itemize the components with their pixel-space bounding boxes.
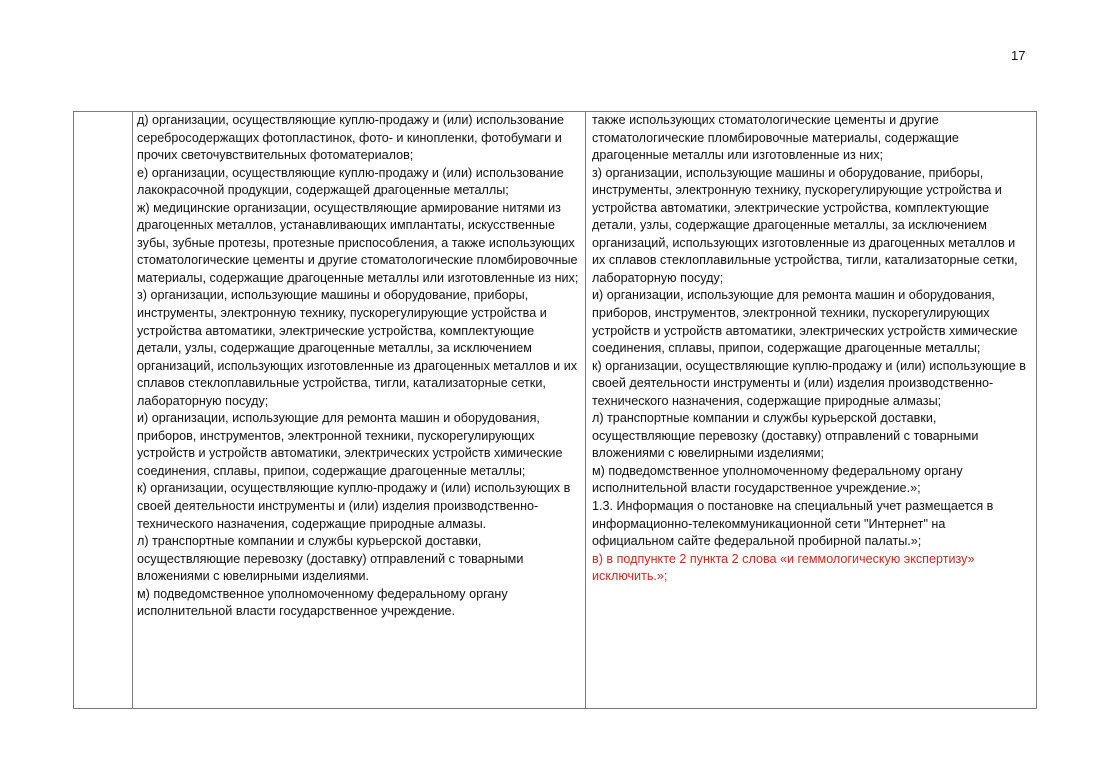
right-item-i: и) организации, использующие для ремонта машин и оборудования, приборов, инструментов, электронной техники, пускорегулирующих устройств и устройств автоматики, электрических устройств химические соединения, сплавы, припои, содержащие драгоценные металлы; <box>592 288 1018 356</box>
left-item-l: л) транспортные компании и службы курьерской доставки, осуществляющие перевозку (доставку) отправлений с товарными вложениями с ювелирными изделиями. <box>137 534 524 584</box>
left-item-e: е) организации, осуществляющие куплю-продажу и (или) использование лакокрасочной продукции, содержащей драгоценные металлы; <box>137 165 564 198</box>
comparison-table <box>73 111 1037 709</box>
table-right-column <box>586 112 1036 708</box>
left-item-z: з) организации, использующие машины и оборудование, приборы, инструменты, электронную технику, пускорегулирующие устройства и устройства автоматики, электрические устройства, комплектующие детали, узлы, содержащие драгоценные металлы, за исключением организаций, использующих изготовленные из драгоценных металлов и их сплавов стеклоплавильные устройства, тигли, катализаторные сетки, лабораторную посуду; <box>137 288 578 408</box>
left-item-k: к) организации, осуществляющие куплю-продажу и (или) использующих в своей деятельности инструменты и (или) изделия производственно-технического назначения, содержащие природные алмазы. <box>137 481 571 531</box>
left-item-zh: ж) медицинские организации, осуществляющие армирование нитями из драгоценных металлов, устанавливающих имплантаты, искусственные зубы, зубные протезы, протезные приспособления, а также использующих стоматологические цементы и другие стоматологические пломбировочные материалы, содержащие драгоценные металлы или изготовленные из них; <box>137 200 579 285</box>
right-item-1-3: 1.3. Информация о постановке на специальный учет размещается в информационно-телекоммуникационной сети "Интернет" на официальном сайте федеральной пробирной палаты.»; <box>592 499 994 549</box>
right-item-continuation: также использующих стоматологические цементы и другие стоматологические пломбировочные материалы, содержащие драгоценные металлы или изготовленные из них; <box>592 113 959 163</box>
right-item-highlight: в) в подпункте 2 пункта 2 слова «и геммологическую экспертизу» исключить.»; <box>592 551 975 584</box>
right-item-k: к) организации, осуществляющие куплю-продажу и (или) использующие в своей деятельности инструменты и (или) изделия производственно-технического назначения, содержащие природные алмазы; <box>592 358 1026 408</box>
table-left-column <box>133 112 586 708</box>
left-item-d: д) организации, осуществляющие куплю-продажу и (или) использование серебросодержащих фотопластинок, фото- и кинопленки, фотобумаги и прочих светочувствительных фотоматериалов; <box>137 113 565 163</box>
page-number: 17 <box>1011 48 1026 63</box>
left-item-m: м) подведомственное уполномоченному федеральному органу исполнительной власти государственное учреждение. <box>137 586 508 619</box>
right-item-z: з) организации, использующие машины и оборудование, приборы, инструменты, электронную технику, пускорегулирующие устройства и устройства автоматики, электрические устройства, комплектующие детали, узлы, содержащие драгоценные металлы, за исключением организаций, использующих изготовленные из драгоценных металлов и их сплавов стеклоплавильные устройства, тигли, катализаторные сетки, лабораторную посуду; <box>592 165 1018 285</box>
left-item-i: и) организации, использующие для ремонта машин и оборудования, приборов, инструментов, электронной техники, пускорегулирующих устройств и устройств автоматики, электрических устройств химические соединения, сплавы, припои, содержащие драгоценные металлы; <box>137 411 563 478</box>
right-item-m: м) подведомственное уполномоченному федеральному органу исполнительной власти государственное учреждение.»; <box>592 463 963 496</box>
table-empty-column <box>74 112 133 708</box>
right-item-l: л) транспортные компании и службы курьерской доставки, осуществляющие перевозку (доставку) отправлений с товарными вложениями с ювелирными изделиями; <box>592 411 979 461</box>
